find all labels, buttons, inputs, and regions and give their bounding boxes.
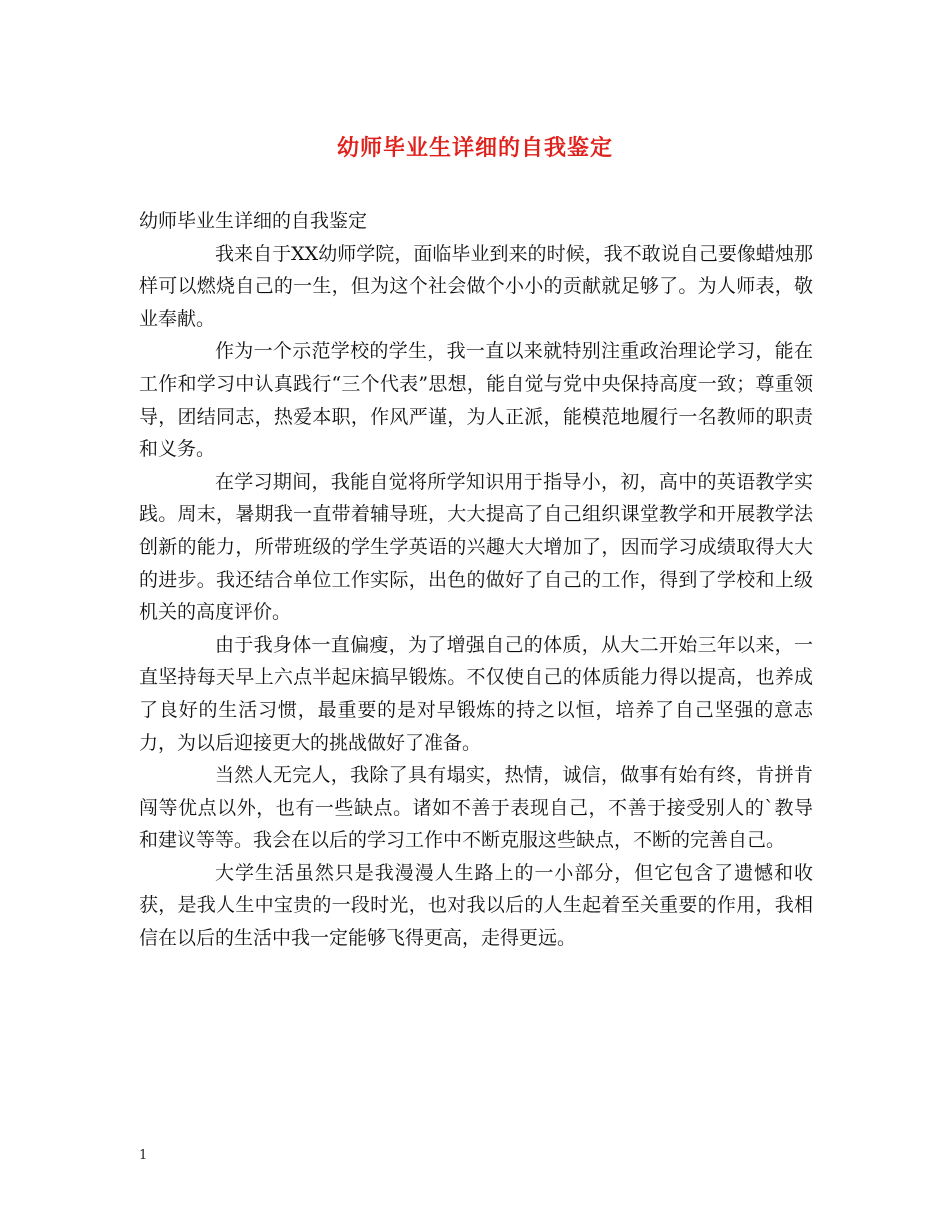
paragraph: 在学习期间，我能自觉将所学知识用于指导小，初，高中的英语教学实践。周末，暑期我一直带着辅导班，大大提高了自己组织课堂教学和开展教学法创新的能力，所带班级的学生学英语的兴趣大大增加了，因而学习成绩取得大大的进步。我还结合单位工作实际，出色的做好了自己的工作，得到了学校和上级机关的高度评价。 xyxy=(139,470,813,624)
paragraph: 大学生活虽然只是我漫漫人生路上的一小部分，但它包含了遗憾和收获，是我人生中宝贵的一段时光，也对我以后的人生起着至关重要的作用，我相信在以后的生活中我一定能够飞得更高，走得更远。 xyxy=(139,861,813,950)
document-body xyxy=(139,205,813,955)
page-number: 1 xyxy=(139,1148,148,1163)
paragraph: 当然人无完人，我除了具有塌实，热情，诚信，做事有始有终，肯拼肯闯等优点以外，也有一些缺点。诸如不善于表现自己，不善于接受别人的`教导和建议等等。我会在以后的学习工作中不断克服这些缺点，不断的完善自己。 xyxy=(139,764,813,852)
document-subtitle: 幼师毕业生详细的自我鉴定 xyxy=(139,210,368,232)
paragraph: 我来自于XX幼师学院，面临毕业到来的时候，我不敢说自己要像蜡烛那样可以燃烧自己的一生，但为这个社会做个小小的贡献就足够了。为人师表，敬业奉献。 xyxy=(139,242,813,330)
paragraph: 作为一个示范学校的学生，我一直以来就特别注重政治理论学习，能在工作和学习中认真践行“三个代表”思想，能自觉与党中央保持高度一致；尊重领导，团结同志，热爱本职，作风严谨，为人正派，能模范地履行一名教师的职责和义务。 xyxy=(139,340,813,461)
paragraph: 由于我身体一直偏瘦，为了增强自己的体质，从大二开始三年以来，一直坚持每天早上六点半起床搞早锻炼。不仅使自己的体质能力得以提高，也养成了良好的生活习惯，最重要的是对早锻炼的持之以恒，培养了自己坚强的意志力，为以后迎接更大的挑战做好了准备。 xyxy=(139,633,813,754)
document-title: 幼师毕业生详细的自我鉴定 xyxy=(336,135,613,161)
